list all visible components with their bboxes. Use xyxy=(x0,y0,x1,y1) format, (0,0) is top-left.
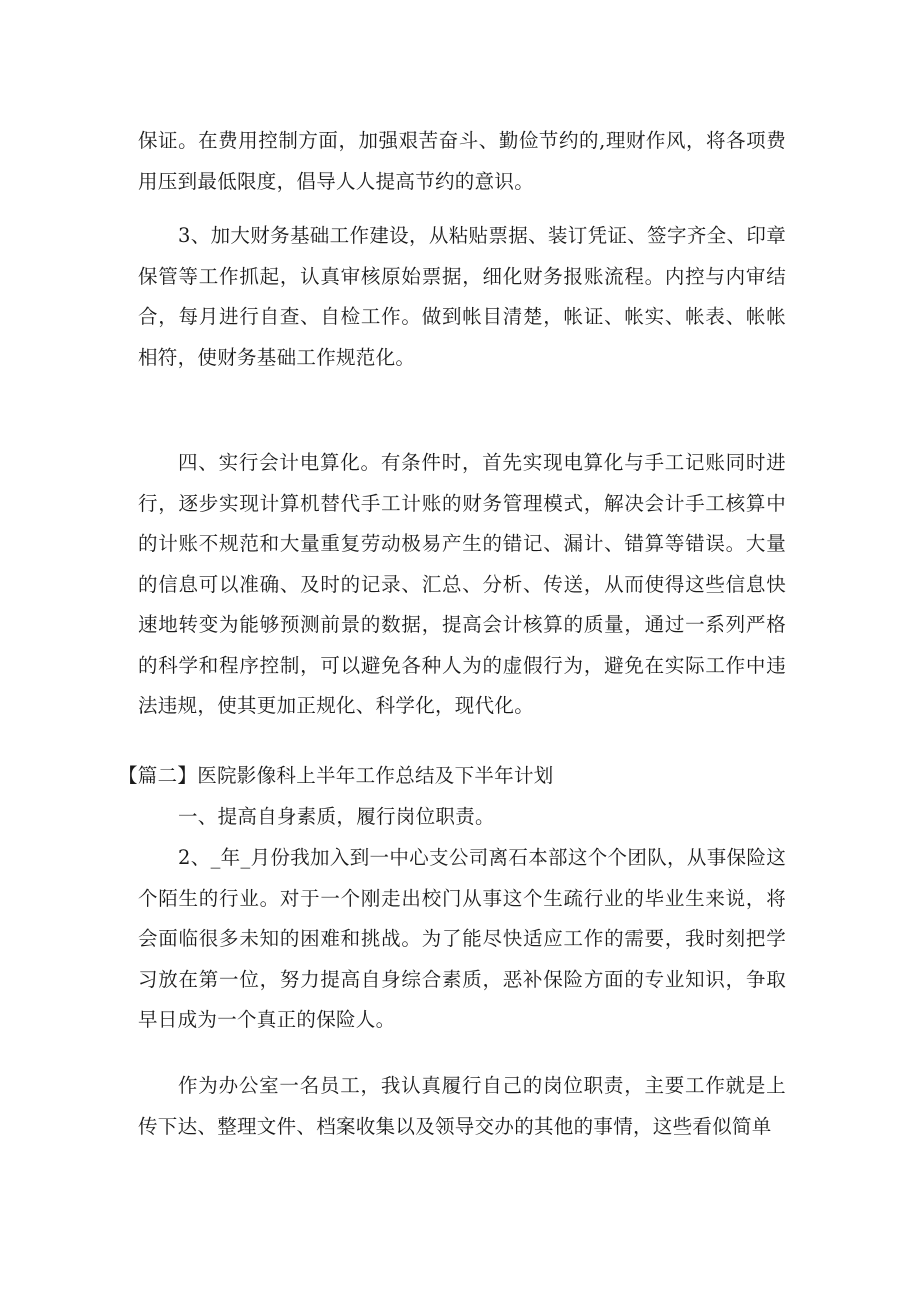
paragraph-accounting-computerization: 四、实行会计电算化。有条件时，首先实现电算化与手工记账同时进行，逐步实现计算机替代手工计账的财务管理模式，解决会计手工核算中的计账不规范和大量重复劳动极易产生的错记、漏计、错算等错误。大量的信息可以准确、及时的记录、汇总、分析、传送，从而使得这些信息快速地转变为能够预测前景的数据，提高会计核算的质量，通过一系列严格的科学和程序控制，可以避免各种人为的虚假行为，避免在实际工作中违法违规，使其更加正规化、科学化，现代化。 xyxy=(138,451,786,717)
paragraph-joining-team: 2、_年_月份我加入到一中心支公司离石本部这个个团队，从事保险这个陌生的行业。对于一个刚走出校门从事这个生疏行业的毕业生来说，将会面临很多未知的困难和挑战。为了能尽快适应工作的需要，我时刻把学习放在第一位，努力提高自身综合素质，恶补保险方面的专业知识，争取早日成为一个真正的保险人。 xyxy=(138,846,786,1031)
paragraph-finance-basics: 3、加大财务基础工作建设，从粘贴票据、装订凭证、签字齐全、印章保管等工作抓起，认真审核原始票据，细化财务报账流程。内控与内审结合，每月进行自查、自检工作。做到帐目清楚，帐证、帐实、帐表、帐帐相符，使财务基础工作规范化。 xyxy=(138,224,786,369)
paragraph-cost-control: 保证。在费用控制方面，加强艰苦奋斗、勤俭节约的,理财作风，将各项费用压到最低限度，倡导人人提高节约的意识。 xyxy=(138,129,786,193)
paragraph-improve-quality: 一、提高自身素质，履行岗位职责。 xyxy=(178,805,495,828)
section-heading: 【篇二】医院影像科上半年工作总结及下半年计划 xyxy=(118,764,554,787)
paragraph-office-duties: 作为办公室一名员工，我认真履行自己的岗位职责，主要工作就是上传下达、整理文件、档案收集以及领导交办的其他的事情，这些看似简单 xyxy=(138,1074,786,1138)
